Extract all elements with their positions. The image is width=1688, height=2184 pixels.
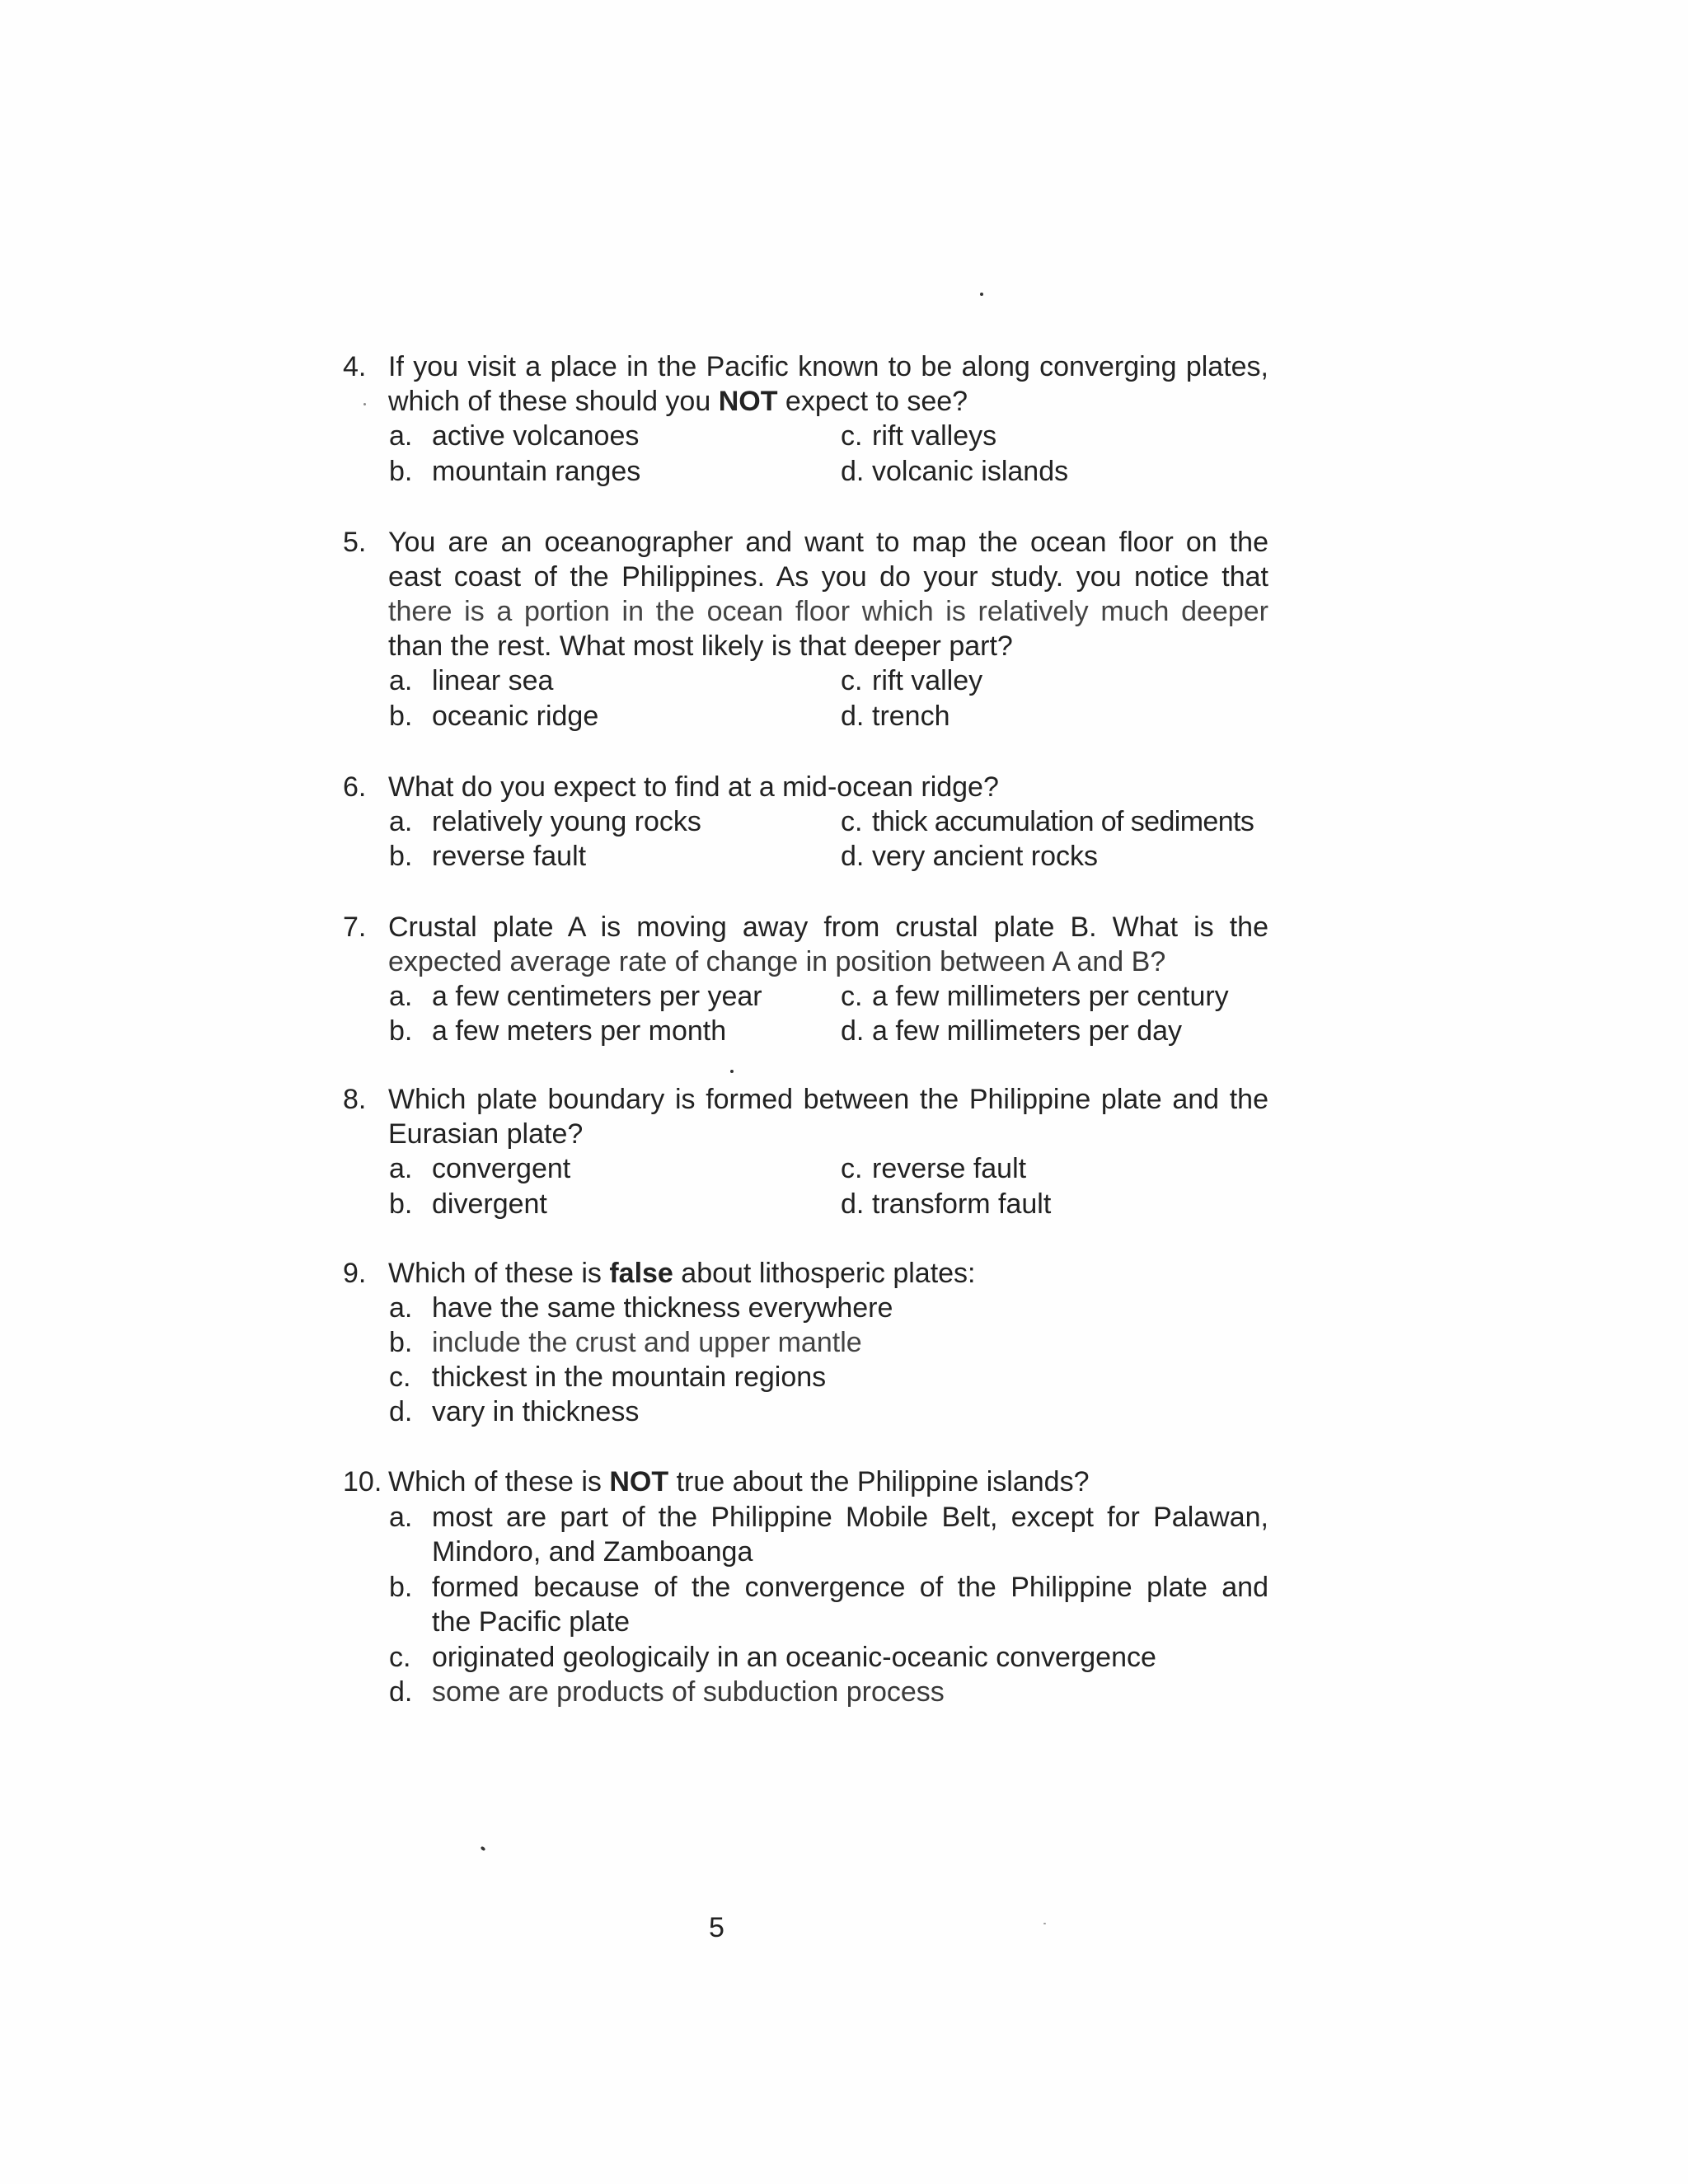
choice-text: mountain ranges: [432, 456, 641, 487]
choice-letter: a.: [389, 665, 413, 696]
choice-letter: d.: [841, 841, 865, 872]
question-number: 8.: [343, 1084, 367, 1115]
choice-letter: c.: [841, 981, 863, 1012]
choice-text: active volcanoes: [432, 420, 640, 452]
question-number: 5.: [343, 527, 367, 558]
scan-speck: [480, 1846, 485, 1852]
question-stem: than the rest. What most likely is that deeper part?: [388, 630, 1013, 662]
choice-letter: a.: [389, 1502, 413, 1533]
question-number: 4.: [343, 351, 367, 382]
choice-letter: a.: [389, 981, 413, 1012]
choice-letter: c.: [389, 1642, 411, 1673]
choice-text: divergent: [432, 1188, 547, 1220]
choice-text: convergent: [432, 1153, 571, 1184]
choice-text: volcanic islands: [872, 456, 1069, 487]
choice-text: rift valleys: [872, 420, 997, 452]
question-stem: What do you expect to find at a mid-ocean ridge?: [388, 771, 999, 803]
scan-speck: [363, 403, 366, 405]
choice-letter: d.: [841, 456, 865, 487]
page-number: 5: [709, 1912, 724, 1943]
choice-letter: b.: [389, 1327, 413, 1358]
choice-text: have the same thickness everywhere: [432, 1292, 893, 1324]
choice-text: a few millimeters per day: [872, 1015, 1183, 1047]
choice-text: rift valley: [872, 665, 983, 696]
choice-letter: b.: [389, 1188, 413, 1220]
choice-text: thickest in the mountain regions: [432, 1361, 827, 1393]
choice-letter: b.: [389, 456, 413, 487]
question-stem: expected average rate of change in position between A and B?: [388, 946, 1166, 977]
choice-letter: d.: [841, 1015, 865, 1047]
choice-text: originated geologicaily in an oceanic-oceanic convergence: [432, 1642, 1156, 1673]
question-stem: Which of these is NOT true about the Philippine islands?: [388, 1466, 1090, 1497]
choice-text: most are part of the Philippine Mobile Belt, except for Palawan,: [432, 1502, 1268, 1533]
question-number: 7.: [343, 912, 367, 943]
choice-letter: d.: [841, 1188, 865, 1220]
choice-letter: c.: [389, 1361, 411, 1393]
choice-text-continued: the Pacific plate: [432, 1606, 631, 1638]
choice-text: thick accumulation of sediments: [872, 806, 1254, 837]
choice-text: oceanic ridge: [432, 701, 599, 732]
choice-text: a few centimeters per year: [432, 981, 762, 1012]
question-stem: Which of these is false about lithosperic plates:: [388, 1258, 976, 1289]
scan-speck: [980, 293, 983, 296]
choice-letter: a.: [389, 1153, 413, 1184]
choice-text: include the crust and upper mantle: [432, 1327, 862, 1358]
choice-text: trench: [872, 701, 950, 732]
choice-letter: d.: [389, 1676, 413, 1708]
choice-letter: b.: [389, 841, 413, 872]
choice-text: a few meters per month: [432, 1015, 727, 1047]
question-stem: You are an oceanographer and want to map the ocean floor on the: [388, 527, 1268, 558]
scan-speck: [730, 1070, 734, 1073]
question-stem: there is a portion in the ocean floor which is relatively much deeper: [388, 596, 1268, 627]
choice-text: linear sea: [432, 665, 554, 696]
question-number: 9.: [343, 1258, 367, 1289]
choice-text: some are products of subduction process: [432, 1676, 945, 1708]
choice-text: transform fault: [872, 1188, 1052, 1220]
choice-text: vary in thickness: [432, 1396, 640, 1427]
choice-text-continued: Mindoro, and Zamboanga: [432, 1536, 753, 1568]
choice-letter: c.: [841, 806, 863, 837]
question-stem: Crustal plate A is moving away from crustal plate B. What is the: [388, 912, 1268, 943]
choice-letter: b.: [389, 1572, 413, 1603]
choice-text: reverse fault: [872, 1153, 1027, 1184]
question-number: 6.: [343, 771, 367, 803]
choice-letter: c.: [841, 1153, 863, 1184]
question-stem: Eurasian plate?: [388, 1118, 584, 1150]
choice-letter: b.: [389, 701, 413, 732]
choice-text: a few millimeters per century: [872, 981, 1229, 1012]
question-stem: east coast of the Philippines. As you do your study. you notice that: [388, 561, 1268, 593]
choice-text: formed because of the convergence of the Philippine plate and: [432, 1572, 1268, 1603]
choice-letter: d.: [841, 701, 865, 732]
choice-letter: a.: [389, 420, 413, 452]
scan-speck: [1043, 1923, 1046, 1924]
choice-letter: b.: [389, 1015, 413, 1047]
choice-text: reverse fault: [432, 841, 587, 872]
choice-letter: a.: [389, 806, 413, 837]
choice-letter: c.: [841, 665, 863, 696]
choice-letter: d.: [389, 1396, 413, 1427]
question-stem: which of these should you NOT expect to see?: [388, 386, 968, 417]
choice-text: relatively young rocks: [432, 806, 701, 837]
choice-letter: a.: [389, 1292, 413, 1324]
choice-letter: c.: [841, 420, 863, 452]
choice-text: very ancient rocks: [872, 841, 1098, 872]
question-number: 10.: [343, 1466, 382, 1497]
question-stem: Which plate boundary is formed between the Philippine plate and the: [388, 1084, 1268, 1115]
question-stem: If you visit a place in the Pacific known to be along converging plates,: [388, 351, 1268, 382]
